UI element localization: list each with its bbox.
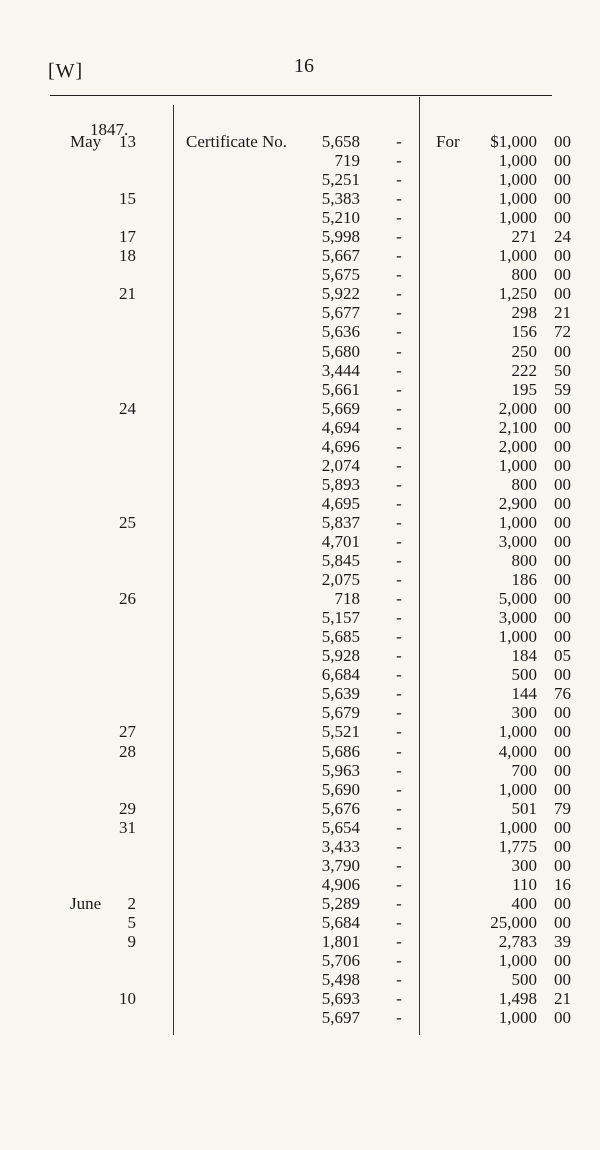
leader-dash: - xyxy=(396,360,402,380)
certificate-label: Certificate No. xyxy=(186,132,288,151)
leader-dash: - xyxy=(396,893,402,913)
amount-cents: 00 xyxy=(554,970,571,990)
leader-dash: - xyxy=(396,836,402,856)
amount-cents: 59 xyxy=(554,379,571,399)
amount-dollars: 800 xyxy=(511,551,537,571)
amount-cents: 00 xyxy=(554,417,571,437)
certificate-number: 5,922 xyxy=(321,284,360,304)
certificate-number: 5,639 xyxy=(321,684,360,704)
leader-dash: - xyxy=(396,951,402,971)
ledger-row xyxy=(0,151,600,170)
amount-dollars: 1,000 xyxy=(498,208,537,228)
certificate-number: 4,696 xyxy=(321,436,360,456)
amount-dollars: 1,775 xyxy=(498,836,537,856)
leader-dash: - xyxy=(396,322,402,342)
ledger-row xyxy=(0,303,600,322)
leader-dash: - xyxy=(396,798,402,818)
amount-dollars: 184 xyxy=(511,646,537,666)
certificate-number: 5,677 xyxy=(321,303,360,323)
amount-cents: 00 xyxy=(554,760,571,780)
ledger-row xyxy=(0,532,600,551)
ledger-row xyxy=(0,437,600,456)
ledger-row xyxy=(0,703,600,722)
amount-cents: 00 xyxy=(554,284,571,304)
amount-dollars: 1,000 xyxy=(498,1008,537,1028)
leader-dash: - xyxy=(396,931,402,951)
ledger-row xyxy=(0,589,600,608)
leader-dash: - xyxy=(396,265,402,285)
amount-dollars: 2,900 xyxy=(498,493,537,513)
entry-day: 21 xyxy=(119,284,136,304)
amount-cents: 21 xyxy=(554,303,571,323)
certificate-number: 3,433 xyxy=(321,836,360,856)
leader-dash: - xyxy=(396,379,402,399)
amount-cents: 00 xyxy=(554,570,571,590)
leader-dash: - xyxy=(396,912,402,932)
amount-cents: 00 xyxy=(554,836,571,856)
certificate-number: 5,845 xyxy=(321,551,360,571)
amount-cents: 50 xyxy=(554,360,571,380)
ledger-row xyxy=(0,722,600,741)
certificate-number: 719 xyxy=(334,151,360,171)
section-mark: [W] xyxy=(48,60,84,82)
certificate-number: 5,521 xyxy=(321,722,360,742)
ledger-row xyxy=(0,570,600,589)
certificate-number: 5,706 xyxy=(321,951,360,971)
amount-dollars: 2,783 xyxy=(498,931,537,951)
for-label: For xyxy=(436,132,460,151)
amount-dollars: 4,000 xyxy=(498,741,537,761)
amount-cents: 00 xyxy=(554,151,571,171)
amount-cents: 76 xyxy=(554,684,571,704)
ledger-row xyxy=(0,265,600,284)
certificate-number: 5,963 xyxy=(321,760,360,780)
entry-day: 27 xyxy=(119,722,136,742)
amount-cents: 00 xyxy=(554,455,571,475)
ledger-row xyxy=(0,780,600,799)
entry-day: 29 xyxy=(119,798,136,818)
amount-dollars: 800 xyxy=(511,474,537,494)
amount-cents: 00 xyxy=(554,1008,571,1028)
leader-dash: - xyxy=(396,779,402,799)
certificate-number: 5,686 xyxy=(321,741,360,761)
certificate-number: 5,680 xyxy=(321,341,360,361)
amount-cents: 00 xyxy=(554,341,571,361)
amount-dollars: 1,000 xyxy=(498,189,537,209)
amount-cents: 00 xyxy=(554,608,571,628)
leader-dash: - xyxy=(396,627,402,647)
amount-dollars: 1,000 xyxy=(498,627,537,647)
amount-dollars: 1,250 xyxy=(498,284,537,304)
amount-dollars: 500 xyxy=(511,665,537,685)
leader-dash: - xyxy=(396,303,402,323)
certificate-number: 718 xyxy=(334,589,360,609)
ledger-row xyxy=(0,170,600,189)
entry-day: 17 xyxy=(119,227,136,247)
leader-dash: - xyxy=(396,760,402,780)
leader-dash: - xyxy=(396,151,402,171)
leader-dash: - xyxy=(396,398,402,418)
amount-cents: 00 xyxy=(554,589,571,609)
amount-dollars: 5,000 xyxy=(498,589,537,609)
ledger-row xyxy=(0,475,600,494)
leader-dash: - xyxy=(396,703,402,723)
amount-cents: 00 xyxy=(554,627,571,647)
amount-cents: 00 xyxy=(554,474,571,494)
ledger-row xyxy=(0,1008,600,1027)
amount-cents: 00 xyxy=(554,722,571,742)
ledger-row xyxy=(0,418,600,437)
leader-dash: - xyxy=(396,989,402,1009)
certificate-number: 4,906 xyxy=(321,874,360,894)
ledger-row xyxy=(0,989,600,1008)
amount-cents: 79 xyxy=(554,798,571,818)
certificate-number: 5,697 xyxy=(321,1008,360,1028)
header-rule xyxy=(50,95,552,96)
leader-dash: - xyxy=(396,531,402,551)
amount-dollars: 110 xyxy=(512,874,537,894)
amount-cents: 00 xyxy=(554,703,571,723)
ledger-row xyxy=(0,551,600,570)
certificate-number: 5,685 xyxy=(321,627,360,647)
certificate-number: 5,498 xyxy=(321,970,360,990)
leader-dash: - xyxy=(396,493,402,513)
ledger-row xyxy=(0,322,600,341)
amount-cents: 24 xyxy=(554,227,571,247)
leader-dash: - xyxy=(396,246,402,266)
leader-dash: - xyxy=(396,684,402,704)
certificate-number: 5,667 xyxy=(321,246,360,266)
amount-cents: 00 xyxy=(554,493,571,513)
certificate-number: 5,684 xyxy=(321,912,360,932)
ledger-row xyxy=(0,875,600,894)
certificate-number: 5,157 xyxy=(321,608,360,628)
ledger-row xyxy=(0,684,600,703)
amount-dollars: 2,100 xyxy=(498,417,537,437)
entry-day: 15 xyxy=(119,189,136,209)
amount-cents: 00 xyxy=(554,817,571,837)
certificate-number: 1,801 xyxy=(321,931,360,951)
leader-dash: - xyxy=(396,817,402,837)
amount-dollars: 222 xyxy=(511,360,537,380)
amount-cents: 05 xyxy=(554,646,571,666)
amount-dollars: $1,000 xyxy=(490,132,537,151)
amount-cents: 00 xyxy=(554,189,571,209)
amount-dollars: 400 xyxy=(511,893,537,913)
certificate-number: 5,693 xyxy=(321,989,360,1009)
ledger-row xyxy=(0,608,600,627)
ledger-row xyxy=(0,361,600,380)
entry-day: 18 xyxy=(119,246,136,266)
amount-cents: 00 xyxy=(554,912,571,932)
certificate-number: 5,669 xyxy=(321,398,360,418)
amount-cents: 00 xyxy=(554,246,571,266)
amount-dollars: 500 xyxy=(511,970,537,990)
certificate-number: 5,661 xyxy=(321,379,360,399)
amount-dollars: 1,000 xyxy=(498,246,537,266)
amount-dollars: 1,000 xyxy=(498,512,537,532)
amount-cents: 00 xyxy=(554,265,571,285)
certificate-number: 2,075 xyxy=(321,570,360,590)
ledger-row xyxy=(0,818,600,837)
amount-cents: 00 xyxy=(554,170,571,190)
leader-dash: - xyxy=(396,284,402,304)
leader-dash: - xyxy=(396,341,402,361)
entry-day: 9 xyxy=(127,931,136,951)
certificate-number: 5,658 xyxy=(321,132,360,151)
amount-dollars: 271 xyxy=(511,227,537,247)
leader-dash: - xyxy=(396,208,402,228)
amount-dollars: 800 xyxy=(511,265,537,285)
amount-cents: 72 xyxy=(554,322,571,342)
year-heading: 1847. xyxy=(90,120,129,139)
entry-day: 24 xyxy=(119,398,136,418)
amount-dollars: 2,000 xyxy=(498,436,537,456)
amount-cents: 00 xyxy=(554,531,571,551)
entry-month: June xyxy=(70,893,102,913)
certificate-number: 4,695 xyxy=(321,493,360,513)
leader-dash: - xyxy=(396,608,402,628)
entry-day: 13 xyxy=(119,132,136,151)
certificate-number: 3,444 xyxy=(321,360,360,380)
certificate-number: 3,790 xyxy=(321,855,360,875)
entry-month: May xyxy=(70,132,102,151)
amount-cents: 39 xyxy=(554,931,571,951)
amount-cents: 00 xyxy=(554,855,571,875)
ledger-row xyxy=(0,132,600,151)
certificate-number: 5,676 xyxy=(321,798,360,818)
ledger-row xyxy=(0,227,600,246)
leader-dash: - xyxy=(396,455,402,475)
leader-dash: - xyxy=(396,417,402,437)
certificate-number: 5,654 xyxy=(321,817,360,837)
entry-day: 25 xyxy=(119,512,136,532)
ledger-row xyxy=(0,856,600,875)
ledger-row xyxy=(0,208,600,227)
certificate-number: 5,383 xyxy=(321,189,360,209)
amount-dollars: 1,498 xyxy=(498,989,537,1009)
amount-cents: 00 xyxy=(554,741,571,761)
amount-dollars: 1,000 xyxy=(498,817,537,837)
ledger-row xyxy=(0,761,600,780)
certificate-number: 5,690 xyxy=(321,779,360,799)
ledger-row xyxy=(0,951,600,970)
leader-dash: - xyxy=(396,665,402,685)
amount-dollars: 144 xyxy=(511,684,537,704)
ledger-row xyxy=(0,665,600,684)
certificate-number: 5,998 xyxy=(321,227,360,247)
certificate-number: 4,694 xyxy=(321,417,360,437)
ledger-row xyxy=(0,456,600,475)
certificate-number: 5,679 xyxy=(321,703,360,723)
amount-dollars: 501 xyxy=(511,798,537,818)
amount-dollars: 1,000 xyxy=(498,151,537,171)
amount-dollars: 700 xyxy=(511,760,537,780)
ledger-row xyxy=(0,246,600,265)
amount-dollars: 186 xyxy=(511,570,537,590)
amount-dollars: 25,000 xyxy=(490,912,537,932)
amount-dollars: 3,000 xyxy=(498,531,537,551)
ledger-row xyxy=(0,970,600,989)
certificate-number: 5,675 xyxy=(321,265,360,285)
certificate-number: 5,289 xyxy=(321,893,360,913)
leader-dash: - xyxy=(396,970,402,990)
ledger-row xyxy=(0,913,600,932)
amount-cents: 00 xyxy=(554,208,571,228)
leader-dash: - xyxy=(396,189,402,209)
certificate-number: 5,837 xyxy=(321,512,360,532)
ledger-row xyxy=(0,284,600,303)
ledger-row xyxy=(0,837,600,856)
leader-dash: - xyxy=(396,589,402,609)
amount-cents: 00 xyxy=(554,951,571,971)
amount-dollars: 195 xyxy=(511,379,537,399)
amount-dollars: 3,000 xyxy=(498,608,537,628)
ledger-row xyxy=(0,380,600,399)
leader-dash: - xyxy=(396,722,402,742)
amount-cents: 00 xyxy=(554,551,571,571)
entry-day: 26 xyxy=(119,589,136,609)
leader-dash: - xyxy=(396,132,402,151)
amount-dollars: 300 xyxy=(511,855,537,875)
amount-cents: 16 xyxy=(554,874,571,894)
amount-cents: 21 xyxy=(554,989,571,1009)
amount-dollars: 1,000 xyxy=(498,455,537,475)
entry-day: 10 xyxy=(119,989,136,1009)
amount-dollars: 250 xyxy=(511,341,537,361)
amount-cents: 00 xyxy=(554,132,571,151)
ledger-row xyxy=(0,399,600,418)
ledger-row xyxy=(0,494,600,513)
amount-cents: 00 xyxy=(554,665,571,685)
ledger-row xyxy=(0,742,600,761)
amount-dollars: 156 xyxy=(511,322,537,342)
amount-cents: 00 xyxy=(554,398,571,418)
ledger-row xyxy=(0,894,600,913)
ledger-row xyxy=(0,513,600,532)
leader-dash: - xyxy=(396,227,402,247)
entry-day: 2 xyxy=(127,893,136,913)
amount-dollars: 2,000 xyxy=(498,398,537,418)
ledger-table xyxy=(0,132,600,1027)
certificate-number: 5,893 xyxy=(321,474,360,494)
leader-dash: - xyxy=(396,1008,402,1028)
amount-cents: 00 xyxy=(554,779,571,799)
ledger-row xyxy=(0,342,600,361)
certificate-number: 5,210 xyxy=(321,208,360,228)
amount-dollars: 300 xyxy=(511,703,537,723)
certificate-number: 6,684 xyxy=(321,665,360,685)
entry-day: 28 xyxy=(119,741,136,761)
certificate-number: 5,636 xyxy=(321,322,360,342)
entry-day: 5 xyxy=(127,912,136,932)
amount-cents: 00 xyxy=(554,436,571,456)
leader-dash: - xyxy=(396,570,402,590)
ledger-row xyxy=(0,189,600,208)
certificate-number: 5,251 xyxy=(321,170,360,190)
ledger-row xyxy=(0,646,600,665)
amount-dollars: 1,000 xyxy=(498,779,537,799)
amount-dollars: 1,000 xyxy=(498,722,537,742)
ledger-row xyxy=(0,932,600,951)
leader-dash: - xyxy=(396,741,402,761)
leader-dash: - xyxy=(396,512,402,532)
amount-cents: 00 xyxy=(554,893,571,913)
leader-dash: - xyxy=(396,855,402,875)
leader-dash: - xyxy=(396,874,402,894)
amount-cents: 00 xyxy=(554,512,571,532)
amount-dollars: 1,000 xyxy=(498,170,537,190)
leader-dash: - xyxy=(396,551,402,571)
ledger-row xyxy=(0,627,600,646)
amount-dollars: 1,000 xyxy=(498,951,537,971)
certificate-number: 2,074 xyxy=(321,455,360,475)
leader-dash: - xyxy=(396,646,402,666)
certificate-number: 5,928 xyxy=(321,646,360,666)
entry-day: 31 xyxy=(119,817,136,837)
leader-dash: - xyxy=(396,436,402,456)
leader-dash: - xyxy=(396,170,402,190)
page-number: 16 xyxy=(294,55,314,77)
certificate-number: 4,701 xyxy=(321,531,360,551)
ledger-row xyxy=(0,799,600,818)
leader-dash: - xyxy=(396,474,402,494)
amount-dollars: 298 xyxy=(511,303,537,323)
